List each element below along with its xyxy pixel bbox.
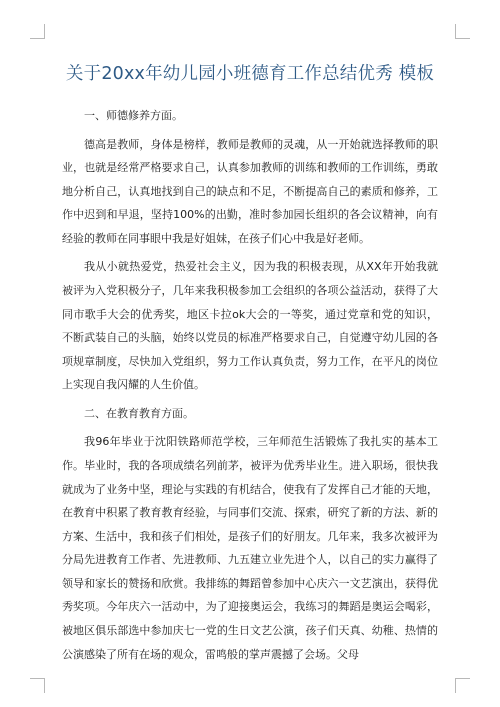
body-paragraph: 我从小就热爱党，热爱社会主义，因为我的积极表现，从XX年开始我就被评为入党积极分子，几年来我积极参加工会组织的各项公益活动，获得了大同市歌手大会的优秀奖，地区卡拉ok大会的一等奖，通过党章和党的知识，不断武装自己的头脑，始终以党员的标准严格要求自己，自觉遵守幼儿园的各项规章制度，尽快加入党组织，努力工作认真负责，努力工作，在平凡的岗位上实现自我闪耀的人生价值。 — [62, 260, 438, 392]
page-corner-mark-top-right — [455, 24, 470, 39]
page-corner-mark-top-left — [30, 24, 45, 39]
page-corner-mark-bottom-right — [455, 678, 470, 693]
body-paragraph: 我96年毕业于沈阳铁路师范学校，三年师范生活锻炼了我扎实的基本工作。毕业时，我的各项成绩名列前茅，被评为优秀毕业生。进入职场，很快我就成为了业务中坚，理论与实践的有机结合，使我有了发挥自己才能的天地，在教育中积累了教育教育经验，与同事们交流、探索，研究了新的方法、新的方案、生活中，我和孩子们相处，是孩子们的好朋友。几年来，我多次被评为分局先进教育工作者、先进教师、九五建立业先进个人，以自己的实力赢得了领导和家长的赞扬和欣赏。我排练的舞蹈曾参加中心庆六一文艺演出，获得优秀奖项。今年庆六一活动中，为了迎接奥运会，我练习的舞蹈是奥运会喝彩，被地区俱乐部选中参加庆七一党的生日文艺公演，孩子们天真、幼稚、热情的公演感染了所有在场的观众，雷鸣般的掌声震撼了会场。父母 — [62, 435, 438, 661]
body-paragraph: 德高是教师，身体是榜样，教师是教师的灵魂，从一开始就选择教师的职业，也就是经常严格要求自己，认真参加教师的训练和教师的工作训练，勇敢地分析自己，认真地找到自己的缺点和不足，不断提高自己的素质和修养，工作中迟到和早退，坚持100%的出勤，准时参加园长组织的各会议精神，向有经验的教师在同事眼中我是好姐妹，在孩子们心中我是好老师。 — [62, 137, 438, 245]
document-title: 关于20xx年幼儿园小班德育工作总结优秀 模板 — [65, 64, 435, 84]
section-heading-ethics: 一、师德修养方面。 — [84, 109, 183, 122]
page-corner-mark-bottom-left — [30, 678, 45, 693]
document-body — [62, 104, 438, 671]
section-heading-teaching: 二、在教育教育方面。 — [84, 406, 194, 420]
